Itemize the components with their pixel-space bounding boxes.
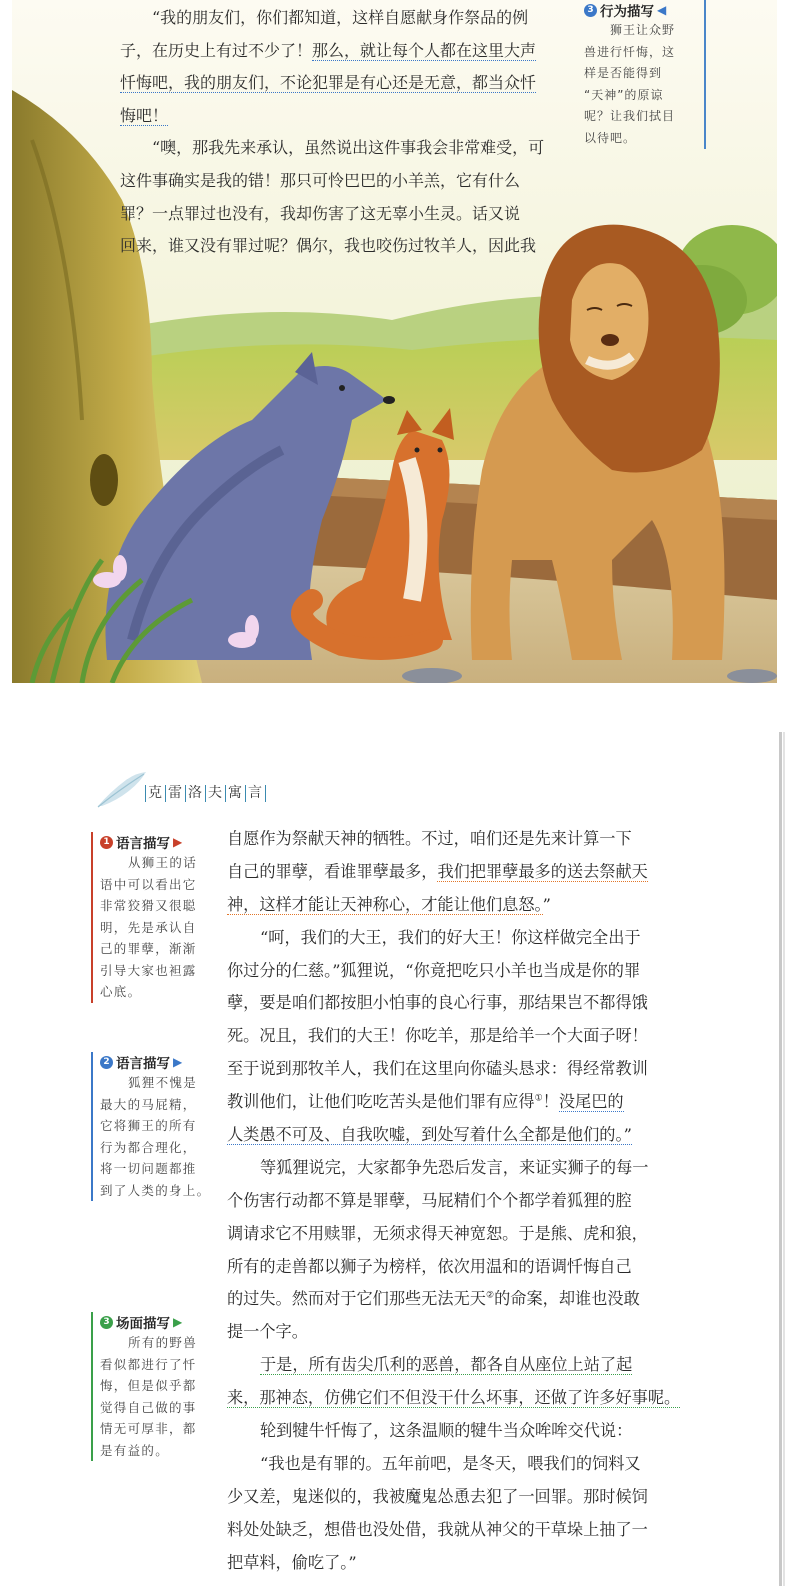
note-title: 行为描写 <box>600 4 654 20</box>
underlined-text: 忏悔吧，我的朋友们，不论犯罪是有心还是无意，都当众忏 <box>120 73 537 93</box>
note-title: 场面描写 <box>116 1316 170 1332</box>
note-line: 情无可厚非，都 <box>100 1421 197 1436</box>
text-line: 自愿作为祭献天神的牺牲。不过，咱们还是先来计算一下 <box>227 829 632 848</box>
page-edge-divider <box>783 732 785 1586</box>
arrow-right-icon: ▶ <box>173 835 183 849</box>
side-note-behavior <box>584 0 706 149</box>
note-line: 样是否能得到 <box>584 66 663 80</box>
text-line: “噢，那我先来承认，虽然说出这件事我会非常难受，可 <box>120 138 545 158</box>
text-line: 提一个字。 <box>227 1322 308 1342</box>
text-line: “呵，我们的大王，我们的好大王！你这样做完全出于 <box>260 927 641 947</box>
title-char: 夫 <box>205 785 225 802</box>
footnote-marker: ② <box>486 1291 495 1302</box>
text-line: 等狐狸说完，大家都争先恐后发言，来证实狮子的每一 <box>260 1157 649 1177</box>
underlined-text: 来，那神态，仿佛它们不但没干什么坏事，还做了许多好事呢。 <box>227 1388 681 1408</box>
underlined-text: 于是，所有齿尖爪利的恶兽，都各自从座位上站了起 <box>260 1355 633 1375</box>
note-body <box>584 20 698 149</box>
title-char: 言 <box>245 785 266 802</box>
side-note-scene <box>91 1312 220 1461</box>
note-line: 行为都合理化， <box>100 1139 197 1155</box>
text-line <box>227 889 673 922</box>
text-line: 罪？一点罪过也没有，我却伤害了这无辜小生灵。话又说 <box>120 203 521 223</box>
text-span: ！ <box>542 1092 559 1112</box>
note-line: 狐狸不愧是 <box>128 1075 198 1090</box>
text-line <box>120 35 570 68</box>
note-line: 己的罪孽，渐渐 <box>100 941 197 956</box>
note-heading <box>100 1312 220 1332</box>
text-line <box>227 1283 673 1316</box>
text-span: 教训他们，让他们吃吃苦头是他们罪有应得 <box>227 1092 535 1112</box>
note-line: 引导大家也袒露 <box>100 962 197 978</box>
arrow-right-icon: ▶ <box>173 1055 183 1069</box>
note-line: 将一切问题都推 <box>100 1161 197 1176</box>
text-line <box>120 100 570 133</box>
text-line: 至于说到那牧羊人，我们在这里向你磕头恳求：得经常教训 <box>227 1059 648 1079</box>
note-line: 它将狮王的所有 <box>100 1118 197 1133</box>
top-story-text <box>120 2 570 263</box>
note-body <box>100 1332 220 1461</box>
note-heading <box>100 832 220 852</box>
note-heading <box>584 0 698 20</box>
text-line <box>227 1382 681 1415</box>
text-line: 死。况且，我们的大王！你吃羊，那是给羊一个大面子呀！ <box>227 1026 648 1046</box>
text-span: 的过失。然而对于它们那些无法无天 <box>227 1289 486 1309</box>
side-note-language-1 <box>91 832 220 1003</box>
note-line: 到了人类的身上。 <box>100 1182 211 1198</box>
page-edge-divider <box>779 732 782 1586</box>
text-line: 料处处缺乏，想借也没处借，我就从神父的干草垛上抽了一 <box>227 1519 648 1539</box>
note-line: 语中可以看出它 <box>100 876 197 892</box>
text-line: 你过分的仁慈。”狐狸说，“你竟把吃只小羊也当成是你的罪 <box>227 960 641 980</box>
text-line: 回来，谁又没有罪过呢？偶尔，我也咬伤过牧羊人，因此我 <box>120 236 537 256</box>
footnote-marker: ① <box>534 1093 543 1104</box>
top-page <box>0 0 800 690</box>
note-line: 兽进行忏悔，这 <box>584 44 676 59</box>
title-char: 克 <box>145 785 165 802</box>
text-line: “我的朋友们，你们都知道，这样自愿献身作祭品的例 <box>120 8 529 27</box>
note-title: 语言描写 <box>116 836 170 852</box>
feather-icon <box>96 770 148 810</box>
text-line: 少又差，鬼迷似的，我被魔鬼怂恿去犯了一回罪。那时候饲 <box>227 1486 648 1506</box>
note-line: 悔，但是似乎都 <box>100 1378 197 1393</box>
note-number-icon: 3 <box>584 4 597 17</box>
note-heading <box>100 1052 220 1072</box>
text-span: ” <box>542 894 551 914</box>
note-line: 心底。 <box>100 984 142 999</box>
text-line: 个伤害行动都不算是罪孽，马屁精们个个都学着狐狸的腔 <box>227 1190 632 1210</box>
underlined-text: 人类愚不可及、自我吹嘘，到处写着什么全都是他们的。” <box>227 1125 632 1145</box>
note-line: 呢？让我们拭目 <box>584 109 676 123</box>
note-line: 所有的野兽 <box>128 1335 198 1350</box>
text-line: 这件事确实是我的错！那只可怜巴巴的小羊羔，它有什么 <box>120 170 521 190</box>
text-line <box>227 1349 673 1382</box>
note-line: 狮王让众野 <box>610 23 676 37</box>
text-span: 的命案，却谁也没敢 <box>494 1289 640 1309</box>
title-char: 雷 <box>165 785 185 802</box>
note-body <box>100 1072 220 1201</box>
note-line: 看似都进行了忏 <box>100 1356 197 1372</box>
text-line <box>227 1086 673 1119</box>
note-line: 从狮王的话 <box>128 855 198 870</box>
text-span: 自己的罪孽，看谁罪孽最多， <box>227 861 438 881</box>
underlined-text: 没尾巴的 <box>558 1092 624 1112</box>
underlined-text: 那么，就让每个人都在这里大声 <box>312 40 537 60</box>
note-number-icon: 2 <box>100 1056 113 1069</box>
note-line: “天神”的原谅 <box>584 87 664 102</box>
underlined-text: 我们把罪孽最多的送去祭献天 <box>437 861 648 881</box>
arrow-right-icon: ▶ <box>173 1315 183 1329</box>
text-line: 把草料，偷吃了。” <box>227 1552 357 1572</box>
underlined-text: 悔吧！ <box>120 105 169 125</box>
note-number-icon: 1 <box>100 836 113 849</box>
title-char: 洛 <box>185 785 205 802</box>
note-line: 非常狡猾又很聪 <box>100 898 197 913</box>
note-line: 以待吧。 <box>584 130 637 145</box>
text-line <box>120 67 570 100</box>
book-title <box>145 785 266 802</box>
text-line: 轮到犍牛忏悔了，这条温顺的犍牛当众哞哞交代说： <box>260 1421 633 1441</box>
note-line: 明，先是承认自 <box>100 919 197 935</box>
text-line: 调请求它不用赎罪，无须求得天神宽恕。于是熊、虎和狼， <box>227 1223 648 1243</box>
text-line: 所有的走兽都以狮子为榜样，依次用温和的语调忏悔自己 <box>227 1256 632 1276</box>
main-story-text <box>227 823 681 1579</box>
title-char: 寓 <box>225 785 245 802</box>
text-line <box>227 856 673 889</box>
text-span: 子，在历史上有过不少了！ <box>120 40 313 60</box>
arrow-left-icon: ◀ <box>657 3 667 17</box>
note-number-icon: 3 <box>100 1316 113 1329</box>
note-line: 最大的马屁精， <box>100 1096 197 1112</box>
note-body <box>100 852 220 1003</box>
text-line <box>227 1119 673 1152</box>
note-title: 语言描写 <box>116 1056 170 1072</box>
text-line: 孽，要是咱们都按胆小怕事的良心行事，那结果岂不都得饿 <box>227 993 648 1013</box>
note-line: 觉得自己做的事 <box>100 1399 197 1415</box>
note-line: 是有益的。 <box>100 1442 170 1458</box>
side-note-language-2 <box>91 1052 220 1201</box>
text-line: “我也是有罪的。五年前吧，是冬天，喂我们的饲料又 <box>260 1453 641 1473</box>
underlined-text: 神，这样才能让天神称心，才能让他们息怒。 <box>227 894 543 914</box>
bottom-page <box>0 732 800 1586</box>
